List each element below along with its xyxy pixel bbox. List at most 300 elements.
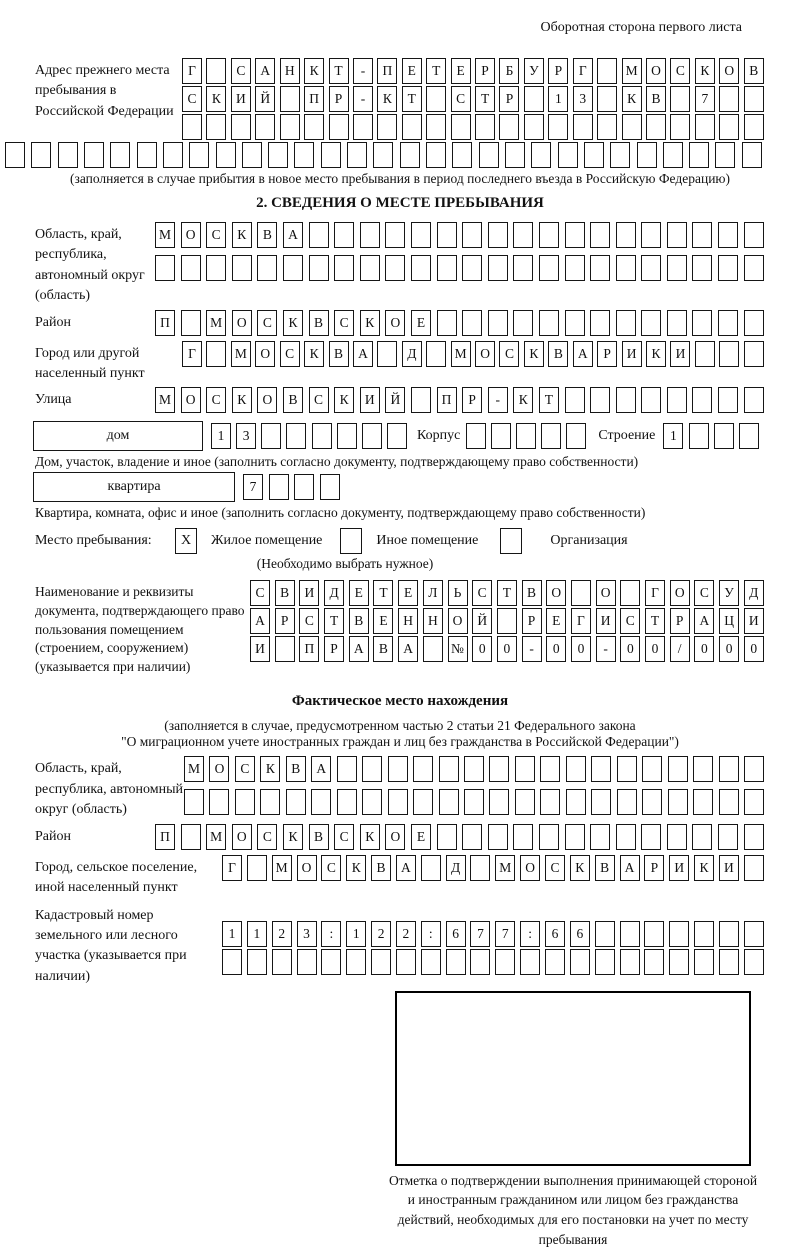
char-box[interactable] — [744, 310, 764, 336]
char-box[interactable]: С — [472, 580, 492, 606]
char-box[interactable]: А — [353, 341, 373, 367]
char-box[interactable] — [668, 756, 688, 782]
char-box[interactable] — [137, 142, 157, 168]
char-box[interactable]: 0 — [571, 636, 591, 662]
char-box[interactable]: 6 — [570, 921, 590, 947]
char-box[interactable] — [309, 222, 329, 248]
char-box[interactable] — [719, 86, 739, 112]
char-box[interactable] — [590, 222, 610, 248]
char-box[interactable]: Т — [402, 86, 422, 112]
char-box[interactable] — [462, 310, 482, 336]
char-box[interactable] — [464, 756, 484, 782]
char-box[interactable] — [571, 580, 591, 606]
char-box[interactable] — [337, 756, 357, 782]
char-box[interactable] — [255, 114, 275, 140]
char-box[interactable]: П — [155, 824, 175, 850]
char-box[interactable]: Е — [546, 608, 566, 634]
char-box[interactable]: Й — [255, 86, 275, 112]
char-box[interactable] — [644, 921, 664, 947]
char-box[interactable]: В — [257, 222, 277, 248]
char-box[interactable] — [689, 142, 709, 168]
char-box[interactable] — [257, 255, 277, 281]
char-box[interactable]: В — [286, 756, 306, 782]
char-box[interactable]: О — [475, 341, 495, 367]
char-box[interactable]: П — [299, 636, 319, 662]
char-box[interactable]: М — [622, 58, 642, 84]
char-box[interactable]: С — [309, 387, 329, 413]
char-box[interactable]: Т — [373, 580, 393, 606]
char-box[interactable] — [462, 222, 482, 248]
char-box[interactable] — [294, 142, 314, 168]
char-box[interactable] — [439, 756, 459, 782]
char-box[interactable] — [570, 949, 590, 975]
char-box[interactable] — [595, 949, 615, 975]
char-box[interactable] — [616, 310, 636, 336]
char-box[interactable] — [667, 255, 687, 281]
char-box[interactable] — [155, 255, 175, 281]
char-box[interactable] — [261, 423, 281, 449]
char-box[interactable]: Д — [744, 580, 764, 606]
char-box[interactable]: Г — [222, 855, 242, 881]
char-box[interactable]: Р — [275, 608, 295, 634]
char-box[interactable]: В — [744, 58, 764, 84]
char-box[interactable] — [452, 142, 472, 168]
char-box[interactable] — [286, 789, 306, 815]
char-box[interactable]: К — [513, 387, 533, 413]
char-box[interactable] — [591, 789, 611, 815]
char-box[interactable]: М — [155, 387, 175, 413]
char-box[interactable] — [719, 756, 739, 782]
char-box[interactable]: В — [373, 636, 393, 662]
char-box[interactable] — [184, 789, 204, 815]
char-box[interactable] — [744, 387, 764, 413]
char-box[interactable] — [479, 142, 499, 168]
char-box[interactable] — [719, 114, 739, 140]
char-box[interactable]: В — [595, 855, 615, 881]
char-box[interactable] — [371, 949, 391, 975]
char-box[interactable] — [58, 142, 78, 168]
char-box[interactable]: Е — [451, 58, 471, 84]
char-box[interactable]: К — [206, 86, 226, 112]
char-box[interactable] — [641, 387, 661, 413]
char-box[interactable] — [495, 949, 515, 975]
char-box[interactable] — [437, 222, 457, 248]
char-box[interactable]: С — [321, 855, 341, 881]
char-box[interactable] — [491, 423, 511, 449]
char-box[interactable] — [385, 255, 405, 281]
char-box[interactable]: О — [546, 580, 566, 606]
char-box[interactable] — [334, 255, 354, 281]
char-box[interactable] — [337, 789, 357, 815]
char-box[interactable] — [31, 142, 51, 168]
char-box[interactable] — [590, 255, 610, 281]
char-box[interactable] — [272, 949, 292, 975]
char-box[interactable] — [311, 789, 331, 815]
char-box[interactable]: 1 — [222, 921, 242, 947]
char-box[interactable]: А — [396, 855, 416, 881]
char-box[interactable]: 0 — [472, 636, 492, 662]
char-box[interactable]: М — [184, 756, 204, 782]
char-box[interactable]: С — [670, 58, 690, 84]
char-box[interactable]: Е — [398, 580, 418, 606]
char-box[interactable]: Р — [475, 58, 495, 84]
char-box[interactable] — [206, 341, 226, 367]
char-box[interactable] — [411, 222, 431, 248]
char-box[interactable] — [181, 255, 201, 281]
char-box[interactable]: 7 — [495, 921, 515, 947]
char-box[interactable]: Р — [329, 86, 349, 112]
char-box[interactable]: Т — [426, 58, 446, 84]
char-box[interactable]: 6 — [446, 921, 466, 947]
char-box[interactable] — [642, 789, 662, 815]
char-box[interactable] — [423, 636, 443, 662]
char-box[interactable] — [669, 949, 689, 975]
char-box[interactable] — [641, 310, 661, 336]
char-box[interactable]: С — [231, 58, 251, 84]
char-box[interactable] — [695, 114, 715, 140]
char-box[interactable] — [362, 789, 382, 815]
char-box[interactable] — [595, 921, 615, 947]
char-box[interactable] — [719, 921, 739, 947]
char-box[interactable] — [286, 423, 306, 449]
char-box[interactable] — [437, 310, 457, 336]
char-box[interactable] — [489, 789, 509, 815]
char-box[interactable]: 0 — [620, 636, 640, 662]
char-box[interactable]: О — [448, 608, 468, 634]
char-box[interactable]: - — [353, 86, 373, 112]
char-box[interactable] — [513, 824, 533, 850]
char-box[interactable] — [275, 636, 295, 662]
char-box[interactable] — [663, 142, 683, 168]
char-box[interactable]: С — [250, 580, 270, 606]
char-box[interactable]: К — [570, 855, 590, 881]
char-box[interactable] — [590, 387, 610, 413]
char-box[interactable] — [513, 255, 533, 281]
char-box[interactable]: Д — [324, 580, 344, 606]
char-box[interactable] — [620, 921, 640, 947]
char-box[interactable]: : — [421, 921, 441, 947]
char-box[interactable]: И — [670, 341, 690, 367]
char-box[interactable] — [513, 222, 533, 248]
char-box[interactable]: В — [275, 580, 295, 606]
char-box[interactable] — [539, 255, 559, 281]
char-box[interactable] — [744, 824, 764, 850]
char-box[interactable] — [439, 789, 459, 815]
char-box[interactable] — [400, 142, 420, 168]
char-box[interactable]: В — [283, 387, 303, 413]
char-box[interactable] — [242, 142, 262, 168]
char-box[interactable] — [695, 341, 715, 367]
char-box[interactable] — [719, 789, 739, 815]
char-box[interactable] — [693, 756, 713, 782]
char-box[interactable]: Т — [539, 387, 559, 413]
char-box[interactable] — [388, 789, 408, 815]
char-box[interactable]: И — [669, 855, 689, 881]
char-box[interactable]: А — [255, 58, 275, 84]
char-box[interactable]: О — [670, 580, 690, 606]
char-box[interactable]: С — [620, 608, 640, 634]
char-box[interactable] — [497, 608, 517, 634]
char-box[interactable] — [566, 789, 586, 815]
char-box[interactable]: - — [488, 387, 508, 413]
char-box[interactable]: Г — [645, 580, 665, 606]
char-box[interactable]: О — [209, 756, 229, 782]
char-box[interactable] — [616, 387, 636, 413]
char-box[interactable] — [524, 86, 544, 112]
char-box[interactable] — [426, 341, 446, 367]
char-box[interactable]: И — [299, 580, 319, 606]
char-box[interactable] — [610, 142, 630, 168]
char-box[interactable]: Р — [597, 341, 617, 367]
char-box[interactable]: С — [206, 387, 226, 413]
char-box[interactable] — [744, 756, 764, 782]
char-box[interactable]: Т — [324, 608, 344, 634]
char-box[interactable] — [329, 114, 349, 140]
char-box[interactable]: М — [231, 341, 251, 367]
char-box[interactable] — [744, 341, 764, 367]
char-box[interactable]: И — [250, 636, 270, 662]
char-box[interactable] — [209, 789, 229, 815]
char-box[interactable] — [742, 142, 762, 168]
char-box[interactable] — [387, 423, 407, 449]
char-box[interactable] — [321, 949, 341, 975]
char-box[interactable] — [280, 114, 300, 140]
char-box[interactable] — [744, 921, 764, 947]
char-box[interactable] — [692, 310, 712, 336]
char-box[interactable] — [516, 423, 536, 449]
char-box[interactable]: И — [719, 855, 739, 881]
char-box[interactable]: И — [231, 86, 251, 112]
char-box[interactable] — [670, 86, 690, 112]
char-box[interactable]: К — [377, 86, 397, 112]
char-box[interactable]: С — [299, 608, 319, 634]
char-box[interactable] — [499, 114, 519, 140]
char-box[interactable]: А — [694, 608, 714, 634]
char-box[interactable]: У — [524, 58, 544, 84]
char-box[interactable] — [718, 824, 738, 850]
char-box[interactable]: 0 — [645, 636, 665, 662]
char-box[interactable]: О — [232, 824, 252, 850]
char-box[interactable]: 1 — [211, 423, 231, 449]
char-box[interactable]: : — [520, 921, 540, 947]
char-box[interactable] — [163, 142, 183, 168]
char-box[interactable] — [718, 310, 738, 336]
char-box[interactable]: Ц — [719, 608, 739, 634]
char-box[interactable] — [388, 756, 408, 782]
char-box[interactable] — [715, 142, 735, 168]
char-box[interactable]: К — [260, 756, 280, 782]
char-box[interactable] — [591, 756, 611, 782]
char-box[interactable]: М — [495, 855, 515, 881]
char-box[interactable] — [565, 824, 585, 850]
char-box[interactable] — [644, 949, 664, 975]
char-box[interactable]: К — [304, 341, 324, 367]
char-box[interactable] — [377, 341, 397, 367]
char-box[interactable] — [637, 142, 657, 168]
char-box[interactable] — [462, 824, 482, 850]
char-box[interactable] — [642, 756, 662, 782]
char-box[interactable] — [548, 114, 568, 140]
char-box[interactable]: Е — [349, 580, 369, 606]
char-box[interactable] — [232, 255, 252, 281]
char-box[interactable] — [446, 949, 466, 975]
char-box[interactable]: О — [385, 310, 405, 336]
char-box[interactable]: 2 — [371, 921, 391, 947]
char-box[interactable] — [206, 255, 226, 281]
char-box[interactable] — [304, 114, 324, 140]
char-box[interactable]: С — [334, 310, 354, 336]
char-box[interactable]: 1 — [346, 921, 366, 947]
char-box[interactable] — [667, 222, 687, 248]
char-box[interactable]: Д — [446, 855, 466, 881]
char-box[interactable]: 1 — [663, 423, 683, 449]
char-box[interactable]: О — [297, 855, 317, 881]
char-box[interactable]: С — [334, 824, 354, 850]
char-box[interactable]: В — [329, 341, 349, 367]
char-box[interactable]: Т — [475, 86, 495, 112]
char-box[interactable]: К — [346, 855, 366, 881]
char-box[interactable]: Д — [402, 341, 422, 367]
char-box[interactable] — [744, 789, 764, 815]
char-box[interactable]: № — [448, 636, 468, 662]
char-box[interactable]: Р — [670, 608, 690, 634]
char-box[interactable]: 0 — [719, 636, 739, 662]
char-box[interactable] — [718, 387, 738, 413]
char-box[interactable]: У — [719, 580, 739, 606]
char-box[interactable] — [216, 142, 236, 168]
char-box[interactable]: О — [232, 310, 252, 336]
char-box[interactable]: 7 — [470, 921, 490, 947]
char-box[interactable] — [294, 474, 314, 500]
char-box[interactable]: Т — [329, 58, 349, 84]
char-box[interactable]: П — [437, 387, 457, 413]
char-box[interactable] — [620, 949, 640, 975]
char-box[interactable] — [515, 789, 535, 815]
char-box[interactable]: 6 — [545, 921, 565, 947]
char-box[interactable] — [437, 824, 457, 850]
char-box[interactable]: Н — [280, 58, 300, 84]
char-box[interactable] — [268, 142, 288, 168]
char-box[interactable]: О — [181, 222, 201, 248]
char-box[interactable] — [641, 255, 661, 281]
char-box[interactable]: К — [694, 855, 714, 881]
char-box[interactable] — [373, 142, 393, 168]
char-box[interactable]: В — [646, 86, 666, 112]
char-box[interactable] — [247, 855, 267, 881]
char-box[interactable]: В — [548, 341, 568, 367]
char-box[interactable]: К — [304, 58, 324, 84]
char-box[interactable]: Р — [522, 608, 542, 634]
char-box[interactable]: : — [321, 921, 341, 947]
char-box[interactable]: 0 — [744, 636, 764, 662]
char-box[interactable]: В — [349, 608, 369, 634]
char-box[interactable]: К — [360, 310, 380, 336]
char-box[interactable] — [413, 789, 433, 815]
char-box[interactable] — [566, 756, 586, 782]
char-box[interactable] — [597, 58, 617, 84]
char-box[interactable] — [110, 142, 130, 168]
char-box[interactable] — [337, 423, 357, 449]
char-box[interactable] — [540, 756, 560, 782]
char-box[interactable]: - — [353, 58, 373, 84]
char-box[interactable] — [488, 222, 508, 248]
char-box[interactable]: 0 — [694, 636, 714, 662]
char-box[interactable]: 3 — [297, 921, 317, 947]
char-box[interactable]: К — [524, 341, 544, 367]
char-box[interactable] — [565, 222, 585, 248]
char-box[interactable] — [181, 824, 201, 850]
char-box[interactable] — [247, 949, 267, 975]
char-box[interactable]: А — [573, 341, 593, 367]
char-box[interactable]: И — [744, 608, 764, 634]
char-box[interactable] — [426, 86, 446, 112]
char-box[interactable] — [413, 756, 433, 782]
char-box[interactable] — [222, 949, 242, 975]
char-box[interactable] — [744, 855, 764, 881]
char-box[interactable] — [597, 114, 617, 140]
char-box[interactable]: П — [377, 58, 397, 84]
char-box[interactable]: - — [596, 636, 616, 662]
char-box[interactable] — [744, 222, 764, 248]
char-box[interactable]: 0 — [546, 636, 566, 662]
char-box[interactable] — [718, 255, 738, 281]
char-box[interactable] — [641, 824, 661, 850]
char-box[interactable] — [539, 310, 559, 336]
char-box[interactable] — [616, 222, 636, 248]
char-box[interactable] — [464, 789, 484, 815]
char-box[interactable] — [260, 789, 280, 815]
char-box[interactable]: М — [206, 824, 226, 850]
char-box[interactable]: Г — [182, 58, 202, 84]
char-box[interactable] — [539, 222, 559, 248]
char-box[interactable] — [488, 824, 508, 850]
char-box[interactable]: И — [360, 387, 380, 413]
char-box[interactable] — [334, 222, 354, 248]
char-box[interactable] — [360, 222, 380, 248]
char-box[interactable]: Р — [324, 636, 344, 662]
char-box[interactable]: О — [181, 387, 201, 413]
char-box[interactable]: О — [385, 824, 405, 850]
char-box[interactable]: В — [522, 580, 542, 606]
char-box[interactable] — [231, 114, 251, 140]
char-box[interactable]: К — [232, 387, 252, 413]
char-box[interactable] — [312, 423, 332, 449]
char-box[interactable]: Е — [411, 310, 431, 336]
char-box[interactable] — [739, 423, 759, 449]
char-box[interactable]: С — [545, 855, 565, 881]
char-box[interactable] — [590, 310, 610, 336]
char-box[interactable] — [744, 255, 764, 281]
char-box[interactable] — [617, 789, 637, 815]
char-box[interactable] — [470, 949, 490, 975]
char-box[interactable]: В — [309, 824, 329, 850]
char-box[interactable] — [505, 142, 525, 168]
char-box[interactable] — [590, 824, 610, 850]
char-box[interactable]: / — [670, 636, 690, 662]
char-box[interactable]: 3 — [236, 423, 256, 449]
char-box[interactable]: В — [371, 855, 391, 881]
char-box[interactable] — [646, 114, 666, 140]
char-box[interactable]: М — [272, 855, 292, 881]
char-box[interactable] — [540, 789, 560, 815]
char-box[interactable] — [670, 114, 690, 140]
char-box[interactable] — [718, 222, 738, 248]
char-box[interactable] — [360, 255, 380, 281]
char-box[interactable] — [321, 142, 341, 168]
char-box[interactable] — [362, 756, 382, 782]
char-box[interactable] — [744, 86, 764, 112]
char-box[interactable] — [320, 474, 340, 500]
